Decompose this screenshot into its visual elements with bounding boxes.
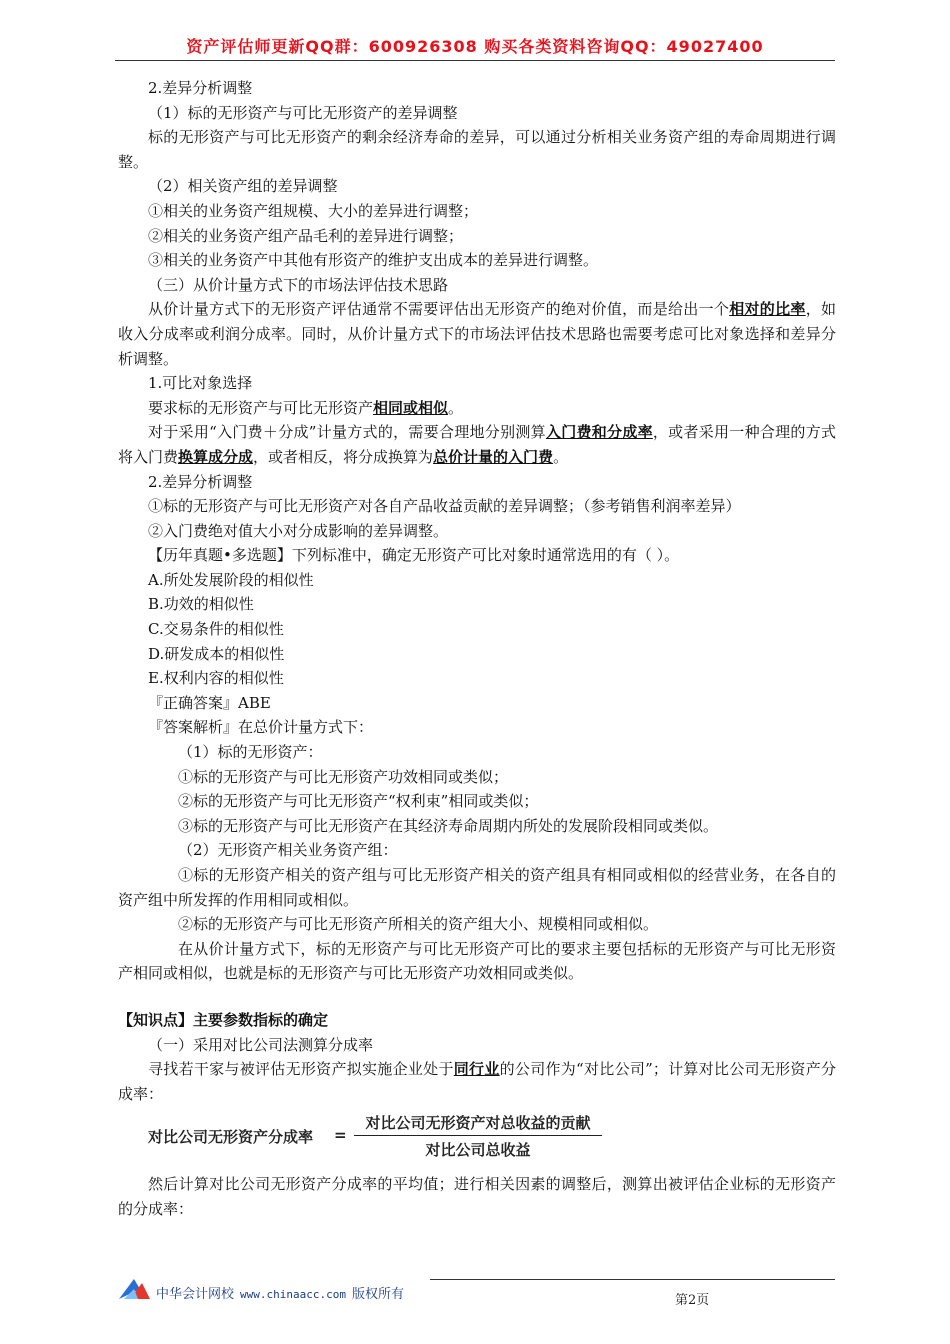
document-body <box>118 76 836 1222</box>
footer-divider <box>430 1279 835 1280</box>
paragraph <box>118 420 836 469</box>
key-term: 入门费和分成率 <box>545 423 653 442</box>
subsection-heading: （1）标的无形资产与可比无形资产的差异调整 <box>148 103 458 122</box>
paragraph: 标的无形资产与可比无形资产的剩余经济寿命的差异，可以通过分析相关业务资产组的寿命周期进行调整。 <box>118 128 836 171</box>
list-item: ②相关的业务资产组产品毛利的差异进行调整； <box>148 226 464 245</box>
section-heading: （一）采用对比公司法测算分成率 <box>148 1035 374 1054</box>
analysis-item: ①标的无形资产与可比无形资产功效相同或类似； <box>178 767 509 786</box>
option-a: A.所处发展阶段的相似性 <box>148 570 314 589</box>
section-heading: 2.差异分析调整 <box>148 79 253 97</box>
option-d: D.研发成本的相似性 <box>148 644 285 663</box>
spacer <box>118 986 836 1008</box>
footer-brand <box>156 1283 404 1302</box>
text-run: 对于采用“入门费＋分成”计量方式的，需要合理地分别测算 <box>148 423 546 442</box>
key-term: 同行业 <box>453 1060 500 1079</box>
fraction-bar <box>354 1135 602 1136</box>
question: 【历年真题•多选题】下列标准中，确定无形资产可比对象时通常选用的有（ ）。 <box>148 546 680 565</box>
formula <box>148 1110 836 1166</box>
list-item: ②入门费绝对值大小对分成影响的差异调整。 <box>148 521 449 540</box>
formula-numerator: 对比公司无形资产对总收益的贡献 <box>365 1114 591 1133</box>
subsection-heading: （2）相关资产组的差异调整 <box>148 177 338 196</box>
text-run: 从价计量方式下的无形资产评估通常不需要评估出无形资产的绝对价值，而是给出一个 <box>148 300 730 319</box>
option-b: B.功效的相似性 <box>148 595 254 614</box>
formula-denominator: 对比公司总收益 <box>425 1141 531 1160</box>
paragraph: 然后计算对比公司无形资产分成率的平均值；进行相关因素的调整后，测算出被评估企业标的无形资产的分成率： <box>118 1175 836 1218</box>
key-term: 总价计量的入门费 <box>433 447 554 466</box>
section-heading: 1.可比对象选择 <box>148 374 253 393</box>
formula-lhs: 对比公司无形资产分成率 <box>148 1128 314 1147</box>
analysis-item: ②标的无形资产与可比无形资产“权利束”相同或类似； <box>178 792 539 811</box>
knowledge-point-title: 【知识点】主要参数指标的确定 <box>118 1010 329 1029</box>
footer-rights: 版权所有 <box>351 1287 404 1302</box>
paragraph <box>118 1057 836 1106</box>
key-term: 换算成分成 <box>178 447 254 466</box>
footer-url[interactable]: www.chinaacc.com <box>240 1288 346 1301</box>
text-run: ，或者相反，将分成换算为 <box>253 447 434 466</box>
text-run: 。 <box>448 398 464 417</box>
header-divider <box>115 60 835 61</box>
analysis-item: ②标的无形资产与可比无形资产所相关的资产组大小、规模相同或相似。 <box>178 915 659 934</box>
analysis-item: ①标的无形资产相关的资产组与可比无形资产相关的资产组具有相同或相似的经营业务，在各自的资产组中所发挥的作用相同或相似。 <box>118 866 836 909</box>
text-run: 寻找若干家与被评估无形资产拟实施企业处于 <box>148 1060 454 1079</box>
analysis-item: （1）标的无形资产： <box>178 743 323 762</box>
chinaacc-logo-icon <box>116 1275 152 1301</box>
key-term: 相同或相似 <box>373 398 449 417</box>
list-item: ①标的无形资产与可比无形资产对各自产品收益贡献的差异调整；（参考销售利润率差异） <box>148 497 741 516</box>
text-run: 的公司作为“对比公司”；计算对比公司无形资产分成率： <box>118 1060 836 1103</box>
list-item: ③相关的业务资产中其他有形资产的维护支出成本的差异进行调整。 <box>148 251 599 270</box>
text-run: ，如收入分成率或利润分成率。同时，从价计量方式下的市场法评估技术思路也需要考虑可比对象选择和差异分析调整。 <box>118 300 836 368</box>
answer-analysis: 『答案解析』在总价计量方式下： <box>148 718 374 737</box>
page-number: 第2页 <box>675 1293 710 1308</box>
list-item: ①相关的业务资产组规模、大小的差异进行调整； <box>148 201 479 220</box>
analysis-item: 在从价计量方式下，标的无形资产与可比无形资产可比的要求主要包括标的无形资产与可比无形资产相同或相似，也就是标的无形资产与可比无形资产功效相同或类似。 <box>118 939 836 983</box>
paragraph <box>118 297 836 371</box>
key-term: 相对的比率 <box>729 300 806 319</box>
formula-equals: = <box>334 1126 347 1145</box>
analysis-item: ③标的无形资产与可比无形资产在其经济寿命周期内所处的发展阶段相同或类似。 <box>178 816 719 835</box>
text-run: 要求标的无形资产与可比无形资产 <box>148 398 374 417</box>
text-run: 。 <box>553 447 569 466</box>
option-c: C.交易条件的相似性 <box>148 620 284 639</box>
footer-brand-name: 中华会计网校 <box>156 1287 235 1302</box>
correct-answer: 『正确答案』ABE <box>148 693 271 712</box>
option-e: E.权利内容的相似性 <box>148 669 284 688</box>
page-header: 资产评估师更新QQ群：600926308 购买各类资料咨询QQ：49027400 <box>186 37 764 56</box>
analysis-item: （2）无形资产相关业务资产组： <box>178 841 398 860</box>
section-heading: 2.差异分析调整 <box>148 472 253 491</box>
section-heading: （三）从价计量方式下的市场法评估技术思路 <box>148 275 449 294</box>
text-run: ，或者采用一种合理的方式将入门费 <box>118 423 836 466</box>
paragraph <box>118 396 836 421</box>
